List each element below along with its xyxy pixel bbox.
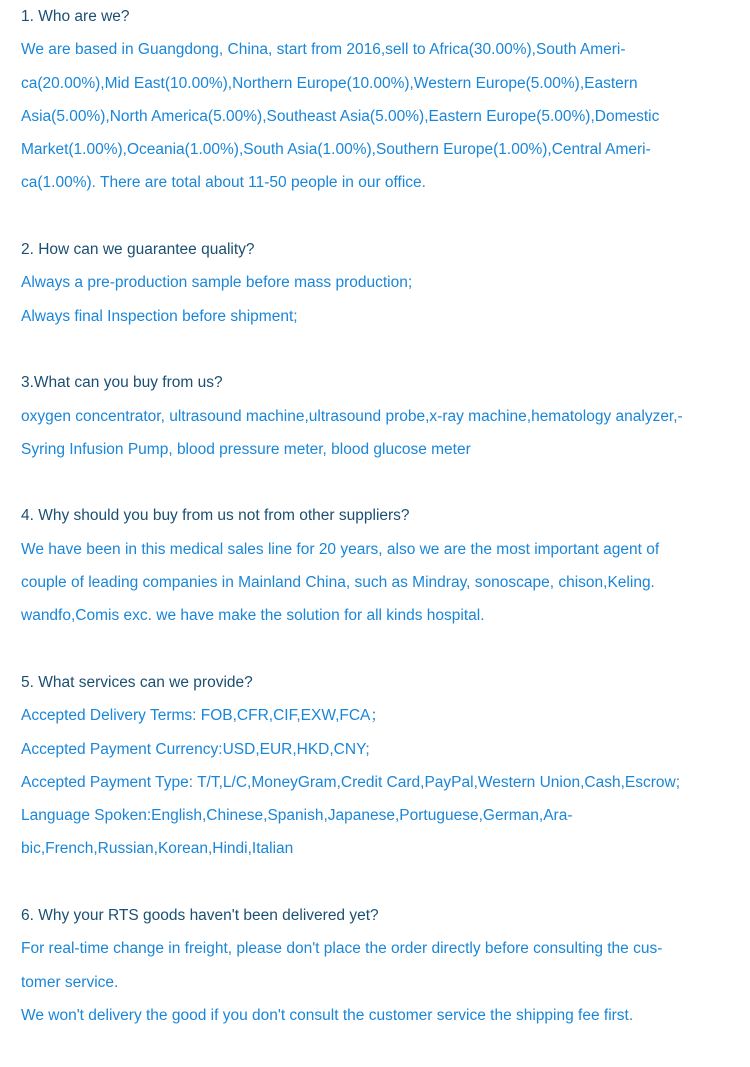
faq-answer-line: ca(1.00%). There are total about 11-50 people in our office. — [21, 174, 426, 192]
faq-section-who-are-we — [21, 0, 750, 200]
faq-answer-line: Asia(5.00%),North America(5.00%),Southeast Asia(5.00%),Eastern Europe(5.00%),Domestic — [21, 107, 660, 125]
faq-answer-line: wandfo,Comis exc. we have make the solution for all kinds hospital. — [21, 607, 485, 625]
faq-section-quality — [21, 233, 750, 333]
faq-answer-line: For real-time change in freight, please don't place the order directly before consulting the cus- — [21, 940, 663, 958]
faq-answer-line: We won't delivery the good if you don't consult the customer service the shipping fee first. — [21, 1006, 634, 1024]
faq-answer-line: Syring Infusion Pump, blood pressure meter, blood glucose meter — [21, 440, 471, 458]
faq-answer-line: Always a pre-production sample before mass production; — [21, 274, 413, 292]
faq-section-why-us — [21, 499, 750, 632]
faq-question: 1. Who are we? — [21, 8, 130, 25]
faq-section-rts-delivery — [21, 899, 750, 1032]
faq-answer-line: Accepted Delivery Terms: FOB,CFR,CIF,EXW,FCA； — [21, 707, 386, 725]
faq-answer-line: ca(20.00%),Mid East(10.00%),Northern Europe(10.00%),Western Europe(5.00%),Eastern — [21, 74, 638, 92]
faq-answer-line: Language Spoken:English,Chinese,Spanish,Japanese,Portuguese,German,Ara- — [21, 807, 573, 825]
faq-answer-line: oxygen concentrator, ultrasound machine,ultrasound probe,x-ray machine,hematology analyzer,- — [21, 407, 683, 425]
faq-question: 5. What services can we provide? — [21, 673, 253, 691]
faq-answer-line: We are based in Guangdong, China, start from 2016,sell to Africa(30.00%),South Ameri- — [21, 41, 626, 59]
faq-section-services — [21, 666, 750, 866]
faq-answer-line: Always final Inspection before shipment; — [21, 307, 298, 325]
faq-answer-line: We have been in this medical sales line for 20 years, also we are the most important agent of — [21, 540, 660, 558]
faq-answer-line: Accepted Payment Currency:USD,EUR,HKD,CNY; — [21, 740, 370, 758]
faq-answer-line: Market(1.00%),Oceania(1.00%),South Asia(1.00%),Southern Europe(1.00%),Central Ameri- — [21, 141, 651, 159]
faq-question: 3.What can you buy from us? — [21, 374, 223, 392]
faq-question: 4. Why should you buy from us not from other suppliers? — [21, 507, 410, 525]
faq-answer-line: couple of leading companies in Mainland China, such as Mindray, sonoscape, chison,Keling. — [21, 574, 655, 592]
faq-answer-line: bic,French,Russian,Korean,Hindi,Italian — [21, 840, 294, 858]
faq-section-products — [21, 366, 750, 466]
faq-answer-line: Accepted Payment Type: T/T,L/C,MoneyGram,Credit Card,PayPal,Western Union,Cash,Escrow; — [21, 773, 681, 791]
faq-question: 2. How can we guarantee quality? — [21, 241, 255, 259]
faq-question: 6. Why your RTS goods haven't been delivered yet? — [21, 907, 379, 925]
faq-list — [21, 0, 750, 1066]
faq-answer-line: tomer service. — [21, 973, 119, 991]
